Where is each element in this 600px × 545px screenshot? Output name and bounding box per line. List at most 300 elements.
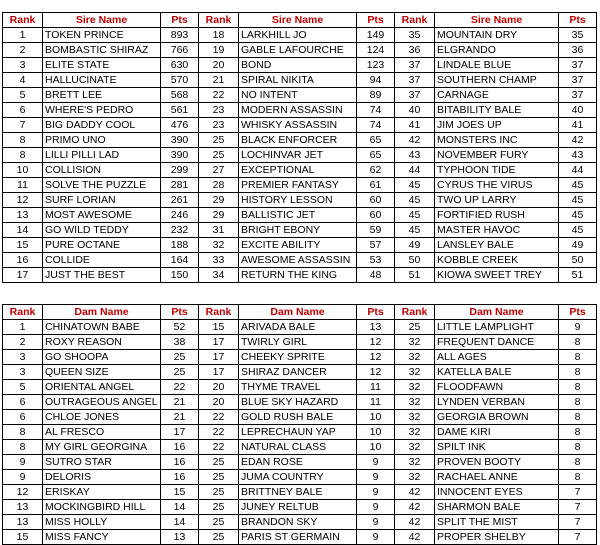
points-cell: 8 (559, 425, 597, 440)
rank-cell: 22 (199, 425, 239, 440)
rank-cell: 36 (395, 43, 435, 58)
points-cell: 37 (559, 58, 597, 73)
name-cell: NO INTENT (239, 88, 357, 103)
points-cell: 49 (559, 238, 597, 253)
points-cell: 8 (559, 470, 597, 485)
points-cell: 14 (161, 500, 199, 515)
name-cell: BLACK ENFORCER (239, 133, 357, 148)
table-row (3, 515, 597, 530)
points-cell: 7 (559, 500, 597, 515)
name-cell: DELORIS (43, 470, 161, 485)
points-cell: 16 (161, 440, 199, 455)
rank-cell: 9 (3, 470, 43, 485)
rank-cell: 5 (3, 88, 43, 103)
table-row (3, 350, 597, 365)
name-cell: PRIMO UNO (43, 133, 161, 148)
rank-cell: 1 (3, 320, 43, 335)
points-cell: 7 (559, 530, 597, 545)
points-cell: 45 (559, 193, 597, 208)
name-cell: NATURAL CLASS (239, 440, 357, 455)
table-row (3, 410, 597, 425)
name-cell: JUST THE BEST (43, 268, 161, 283)
column-header: Pts (161, 305, 199, 320)
points-cell: 13 (357, 320, 395, 335)
rank-cell: 19 (199, 43, 239, 58)
column-header: Rank (3, 305, 43, 320)
points-cell: 43 (559, 148, 597, 163)
name-cell: ALL AGES (435, 350, 559, 365)
points-cell: 45 (559, 178, 597, 193)
points-cell: 44 (559, 163, 597, 178)
name-cell: BOND (239, 58, 357, 73)
rank-cell: 18 (199, 28, 239, 43)
points-cell: 21 (161, 410, 199, 425)
points-cell: 561 (161, 103, 199, 118)
points-cell: 164 (161, 253, 199, 268)
name-cell: JUMA COUNTRY (239, 470, 357, 485)
table-row (3, 253, 597, 268)
name-cell: KIOWA SWEET TREY (435, 268, 559, 283)
points-cell: 53 (357, 253, 395, 268)
rank-cell: 29 (199, 208, 239, 223)
name-cell: OUTRAGEOUS ANGEL (43, 395, 161, 410)
points-cell: 476 (161, 118, 199, 133)
table-row (3, 43, 597, 58)
name-cell: FREQUENT DANCE (435, 335, 559, 350)
column-header: Pts (357, 13, 395, 28)
table-row (3, 73, 597, 88)
rank-cell: 32 (395, 455, 435, 470)
column-header: Pts (559, 305, 597, 320)
name-cell: LARKHILL JO (239, 28, 357, 43)
column-header: Pts (161, 13, 199, 28)
points-cell: 17 (161, 425, 199, 440)
points-cell: 9 (559, 320, 597, 335)
table-row (3, 380, 597, 395)
points-cell: 149 (357, 28, 395, 43)
table-row (3, 485, 597, 500)
points-cell: 568 (161, 88, 199, 103)
name-cell: BRITTNEY BALE (239, 485, 357, 500)
rank-cell: 25 (199, 485, 239, 500)
rank-cell: 34 (199, 268, 239, 283)
points-cell: 11 (357, 380, 395, 395)
points-cell: 8 (559, 380, 597, 395)
rank-cell: 23 (199, 118, 239, 133)
rank-cell: 25 (395, 320, 435, 335)
points-cell: 51 (559, 268, 597, 283)
table-row (3, 320, 597, 335)
rank-cell: 2 (3, 335, 43, 350)
name-cell: QUEEN SIZE (43, 365, 161, 380)
name-cell: MONSTERS INC (435, 133, 559, 148)
rank-cell: 17 (199, 335, 239, 350)
dam-ranking-table (2, 304, 597, 545)
name-cell: LINDALE BLUE (435, 58, 559, 73)
points-cell: 15 (161, 485, 199, 500)
points-cell: 38 (161, 335, 199, 350)
name-cell: ROXY REASON (43, 335, 161, 350)
rank-cell: 42 (395, 530, 435, 545)
name-cell: GEORGIA BROWN (435, 410, 559, 425)
name-cell: LOCHINVAR JET (239, 148, 357, 163)
rank-cell: 32 (395, 470, 435, 485)
points-cell: 94 (357, 73, 395, 88)
table-row (3, 268, 597, 283)
name-cell: BRIGHT EBONY (239, 223, 357, 238)
name-cell: MOCKINGBIRD HILL (43, 500, 161, 515)
table-row (3, 395, 597, 410)
rank-cell: 3 (3, 365, 43, 380)
name-cell: PROVEN BOOTY (435, 455, 559, 470)
rank-cell: 22 (199, 88, 239, 103)
rank-cell: 32 (395, 425, 435, 440)
name-cell: SOLVE THE PUZZLE (43, 178, 161, 193)
rank-cell: 6 (3, 410, 43, 425)
rank-cell: 32 (395, 440, 435, 455)
name-cell: SPIRAL NIKITA (239, 73, 357, 88)
name-cell: ELITE STATE (43, 58, 161, 73)
column-header: Sire Name (43, 13, 161, 28)
points-cell: 57 (357, 238, 395, 253)
name-cell: ORIENTAL ANGEL (43, 380, 161, 395)
column-header: Dam Name (435, 305, 559, 320)
points-cell: 9 (357, 455, 395, 470)
rank-cell: 33 (199, 253, 239, 268)
points-cell: 10 (357, 410, 395, 425)
name-cell: COLLISION (43, 163, 161, 178)
rank-cell: 7 (3, 118, 43, 133)
rank-cell: 5 (3, 380, 43, 395)
points-cell: 9 (357, 500, 395, 515)
rank-cell: 25 (199, 515, 239, 530)
table-row (3, 425, 597, 440)
name-cell: PARIS ST GERMAIN (239, 530, 357, 545)
rank-cell: 35 (395, 28, 435, 43)
column-header: Pts (559, 13, 597, 28)
points-cell: 11 (357, 395, 395, 410)
points-cell: 232 (161, 223, 199, 238)
rank-cell: 12 (3, 485, 43, 500)
rank-cell: 8 (3, 440, 43, 455)
table-header-row (3, 13, 597, 28)
column-header: Dam Name (43, 305, 161, 320)
rank-cell: 22 (199, 440, 239, 455)
points-cell: 10 (357, 440, 395, 455)
points-cell: 14 (161, 515, 199, 530)
column-header: Rank (199, 305, 239, 320)
name-cell: SHARMON BALE (435, 500, 559, 515)
table-row (3, 163, 597, 178)
rank-cell: 3 (3, 350, 43, 365)
points-cell: 12 (357, 350, 395, 365)
points-cell: 150 (161, 268, 199, 283)
points-cell: 16 (161, 455, 199, 470)
points-cell: 281 (161, 178, 199, 193)
rank-cell: 31 (199, 223, 239, 238)
name-cell: HALLUCINATE (43, 73, 161, 88)
name-cell: MOST AWESOME (43, 208, 161, 223)
points-cell: 40 (559, 103, 597, 118)
rank-cell: 12 (3, 193, 43, 208)
points-cell: 7 (559, 485, 597, 500)
name-cell: BRETT LEE (43, 88, 161, 103)
points-cell: 62 (357, 163, 395, 178)
points-cell: 13 (161, 530, 199, 545)
name-cell: GOLD RUSH BALE (239, 410, 357, 425)
points-cell: 8 (559, 455, 597, 470)
table-row (3, 133, 597, 148)
rank-cell: 28 (199, 178, 239, 193)
rank-cell: 41 (395, 118, 435, 133)
table-header-row (3, 305, 597, 320)
rank-cell: 8 (3, 148, 43, 163)
name-cell: LYNDEN VERBAN (435, 395, 559, 410)
rank-cell: 50 (395, 253, 435, 268)
rank-cell: 37 (395, 58, 435, 73)
rank-cell: 20 (199, 380, 239, 395)
name-cell: LITTLE LAMPLIGHT (435, 320, 559, 335)
points-cell: 893 (161, 28, 199, 43)
points-cell: 21 (161, 395, 199, 410)
name-cell: DAME KIRI (435, 425, 559, 440)
points-cell: 124 (357, 43, 395, 58)
rank-cell: 37 (395, 88, 435, 103)
points-cell: 246 (161, 208, 199, 223)
name-cell: BRANDON SKY (239, 515, 357, 530)
rank-cell: 8 (3, 133, 43, 148)
points-cell: 25 (161, 365, 199, 380)
points-cell: 74 (357, 118, 395, 133)
points-cell: 630 (161, 58, 199, 73)
name-cell: MY GIRL GEORGINA (43, 440, 161, 455)
name-cell: COLLIDE (43, 253, 161, 268)
name-cell: TWO UP LARRY (435, 193, 559, 208)
column-header: Rank (395, 13, 435, 28)
rank-cell: 43 (395, 148, 435, 163)
table-row (3, 238, 597, 253)
name-cell: KOBBLE CREEK (435, 253, 559, 268)
name-cell: AWESOME ASSASSIN (239, 253, 357, 268)
rank-cell: 32 (395, 350, 435, 365)
points-cell: 8 (559, 365, 597, 380)
column-header: Sire Name (239, 13, 357, 28)
table-row (3, 193, 597, 208)
name-cell: THYME TRAVEL (239, 380, 357, 395)
rank-cell: 25 (199, 455, 239, 470)
rank-cell: 10 (3, 163, 43, 178)
points-cell: 10 (357, 425, 395, 440)
rank-cell: 25 (199, 530, 239, 545)
name-cell: TOKEN PRINCE (43, 28, 161, 43)
name-cell: BIG DADDY COOL (43, 118, 161, 133)
name-cell: FLOODFAWN (435, 380, 559, 395)
points-cell: 35 (559, 28, 597, 43)
rank-cell: 42 (395, 515, 435, 530)
name-cell: EXCEPTIONAL (239, 163, 357, 178)
name-cell: SPILT INK (435, 440, 559, 455)
rank-cell: 45 (395, 178, 435, 193)
name-cell: SPLIT THE MIST (435, 515, 559, 530)
name-cell: KATELLA BALE (435, 365, 559, 380)
rank-cell: 37 (395, 73, 435, 88)
name-cell: MISS FANCY (43, 530, 161, 545)
points-cell: 89 (357, 88, 395, 103)
table-row (3, 335, 597, 350)
points-cell: 36 (559, 43, 597, 58)
points-cell: 25 (161, 350, 199, 365)
rank-cell: 8 (3, 425, 43, 440)
name-cell: BLUE SKY HAZARD (239, 395, 357, 410)
rank-cell: 27 (199, 163, 239, 178)
rank-cell: 15 (3, 238, 43, 253)
points-cell: 766 (161, 43, 199, 58)
rank-cell: 15 (3, 530, 43, 545)
rank-cell: 44 (395, 163, 435, 178)
table-row (3, 365, 597, 380)
points-cell: 12 (357, 365, 395, 380)
name-cell: MODERN ASSASSIN (239, 103, 357, 118)
table-row (3, 440, 597, 455)
table-row (3, 88, 597, 103)
points-cell: 59 (357, 223, 395, 238)
column-header: Pts (357, 305, 395, 320)
rank-cell: 42 (395, 500, 435, 515)
rank-cell: 25 (199, 470, 239, 485)
rank-cell: 23 (199, 103, 239, 118)
name-cell: LEPRECHAUN YAP (239, 425, 357, 440)
name-cell: BOMBASTIC SHIRAZ (43, 43, 161, 58)
points-cell: 390 (161, 148, 199, 163)
name-cell: RACHAEL ANNE (435, 470, 559, 485)
name-cell: MASTER HAVOC (435, 223, 559, 238)
sire-ranking-table (2, 12, 597, 283)
rank-cell: 2 (3, 43, 43, 58)
points-cell: 50 (559, 253, 597, 268)
rank-cell: 32 (395, 335, 435, 350)
rank-cell: 6 (3, 395, 43, 410)
name-cell: PREMIER FANTASY (239, 178, 357, 193)
points-cell: 9 (357, 485, 395, 500)
table-row (3, 470, 597, 485)
name-cell: LANSLEY BALE (435, 238, 559, 253)
points-cell: 42 (559, 133, 597, 148)
rank-cell: 32 (395, 410, 435, 425)
name-cell: FORTIFIED RUSH (435, 208, 559, 223)
points-cell: 299 (161, 163, 199, 178)
name-cell: SOUTHERN CHAMP (435, 73, 559, 88)
name-cell: CHINATOWN BABE (43, 320, 161, 335)
points-cell: 22 (161, 380, 199, 395)
name-cell: MOUNTAIN DRY (435, 28, 559, 43)
column-header: Rank (199, 13, 239, 28)
name-cell: SURF LORIAN (43, 193, 161, 208)
rank-cell: 45 (395, 223, 435, 238)
name-cell: GO SHOOPA (43, 350, 161, 365)
rank-cell: 14 (3, 223, 43, 238)
rank-cell: 13 (3, 500, 43, 515)
name-cell: PURE OCTANE (43, 238, 161, 253)
table-row (3, 208, 597, 223)
points-cell: 7 (559, 515, 597, 530)
name-cell: JUNEY RELTUB (239, 500, 357, 515)
rank-cell: 29 (199, 193, 239, 208)
rank-cell: 9 (3, 455, 43, 470)
name-cell: CHEEKY SPRITE (239, 350, 357, 365)
name-cell: INNOCENT EYES (435, 485, 559, 500)
table-row (3, 223, 597, 238)
name-cell: SUTRO STAR (43, 455, 161, 470)
name-cell: ARIVADA BALE (239, 320, 357, 335)
name-cell: PROPER SHELBY (435, 530, 559, 545)
points-cell: 261 (161, 193, 199, 208)
points-cell: 37 (559, 73, 597, 88)
name-cell: RETURN THE KING (239, 268, 357, 283)
name-cell: AL FRESCO (43, 425, 161, 440)
rank-cell: 45 (395, 193, 435, 208)
name-cell: CYRUS THE VIRUS (435, 178, 559, 193)
points-cell: 16 (161, 470, 199, 485)
rank-cell: 25 (199, 148, 239, 163)
name-cell: SHIRAZ DANCER (239, 365, 357, 380)
points-cell: 390 (161, 133, 199, 148)
table-row (3, 28, 597, 43)
name-cell: HISTORY LESSON (239, 193, 357, 208)
rank-cell: 11 (3, 178, 43, 193)
name-cell: CARNAGE (435, 88, 559, 103)
points-cell: 8 (559, 350, 597, 365)
name-cell: EXCITE ABILITY (239, 238, 357, 253)
points-cell: 52 (161, 320, 199, 335)
rank-cell: 22 (199, 410, 239, 425)
points-cell: 8 (559, 440, 597, 455)
points-cell: 9 (357, 470, 395, 485)
name-cell: TYPHOON TIDE (435, 163, 559, 178)
name-cell: GABLE LAFOURCHE (239, 43, 357, 58)
points-cell: 65 (357, 148, 395, 163)
rank-cell: 17 (199, 365, 239, 380)
rank-cell: 13 (3, 515, 43, 530)
column-header: Rank (3, 13, 43, 28)
rank-cell: 32 (199, 238, 239, 253)
table-row (3, 148, 597, 163)
points-cell: 48 (357, 268, 395, 283)
table-row (3, 58, 597, 73)
points-cell: 37 (559, 88, 597, 103)
points-cell: 8 (559, 335, 597, 350)
rank-cell: 15 (199, 320, 239, 335)
rank-cell: 32 (395, 380, 435, 395)
points-cell: 60 (357, 193, 395, 208)
name-cell: EDAN ROSE (239, 455, 357, 470)
points-cell: 12 (357, 335, 395, 350)
points-cell: 9 (357, 515, 395, 530)
points-cell: 8 (559, 395, 597, 410)
rank-cell: 32 (395, 395, 435, 410)
column-header: Sire Name (435, 13, 559, 28)
rank-cell: 20 (199, 58, 239, 73)
rank-cell: 45 (395, 208, 435, 223)
rank-cell: 17 (3, 268, 43, 283)
name-cell: MISS HOLLY (43, 515, 161, 530)
table-row (3, 103, 597, 118)
points-cell: 65 (357, 133, 395, 148)
points-cell: 8 (559, 410, 597, 425)
name-cell: NOVEMBER FURY (435, 148, 559, 163)
name-cell: LILLI PILLI LAD (43, 148, 161, 163)
rank-cell: 51 (395, 268, 435, 283)
name-cell: BITABILITY BALE (435, 103, 559, 118)
